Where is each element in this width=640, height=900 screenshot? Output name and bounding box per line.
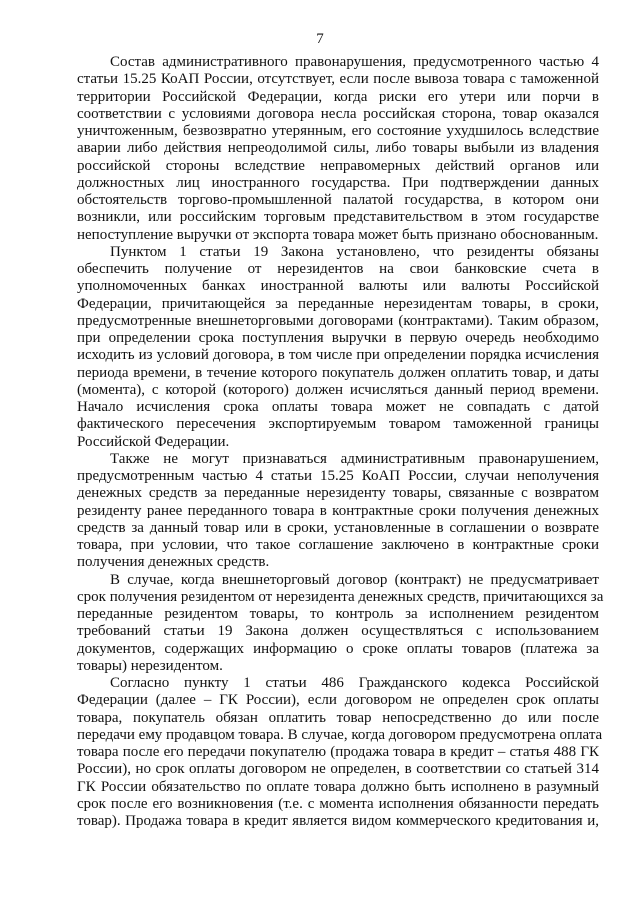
text-line: денежных средств за переданные нерезиденту товары, связанные с возвратом: [77, 485, 599, 502]
text-line: статьи 15.25 КоАП России, отсутствует, если после вывоза товара с таможенной: [77, 71, 599, 88]
text-line: резиденту ранее переданного товара в контрактные сроки получения денежных: [77, 502, 599, 519]
text-line: товара, покупатель обязан оплатить товар непосредственно до или после: [77, 709, 599, 726]
text-line: товар). Продажа товара в кредит является видом коммерческого кредитования и,: [77, 813, 599, 829]
text-line: при определении срока поступления выручки в первую очередь необходимо: [77, 330, 599, 346]
text-line: предусмотренные внешнеторговыми договорами (контрактами). Таким образом,: [77, 312, 599, 329]
text-line: фактического пересечения экспортируемым товаром таможенной границы: [77, 416, 599, 433]
text-line: периода времени, в течение которого покупатель должен оплатить товар, и даты: [77, 364, 599, 381]
text-line: получения денежных средств.: [77, 554, 270, 571]
text-line: российской стороны вследствие неправомерных действий органов или: [77, 157, 599, 174]
paragraph: [77, 571, 604, 676]
paragraph: [77, 451, 599, 572]
paragraph: [77, 54, 599, 244]
text-line: В случае, когда внешнеторговый договор (контракт) не предусматривает: [110, 571, 599, 588]
text-line: непоступление выручки от экспорта товара может быть признано обоснованным.: [77, 226, 599, 243]
text-line: Федерации, причитающейся за переданные нерезидентам товары, в сроки,: [77, 295, 599, 312]
text-line: требований статьи 19 Закона должен осуществляться с использованием: [77, 623, 599, 640]
text-line: Начало исчисления срока оплаты товара может не совпадать с датой: [77, 399, 599, 415]
text-line: Российской Федерации.: [77, 433, 230, 450]
text-line: возникли, или российским торговым представительством в этом государстве: [77, 209, 599, 226]
text-line: Федерации (далее – ГК России), если договором не определен срок оплаты: [77, 692, 599, 709]
text-line: территории Российской Федерации, когда риски его утери или порчи в: [77, 88, 599, 105]
text-line: Пунктом 1 статьи 19 Закона установлено, что резиденты обязаны: [110, 243, 599, 260]
text-line: соответствии с условиями договора несла российская сторона, товар оказался: [77, 105, 599, 122]
paragraph: [77, 675, 603, 830]
text-line: товара после его передачи покупателю (продажа товара в кредит – статья 488 ГК: [77, 744, 599, 760]
text-line: Также не могут признаваться административным правонарушением,: [110, 450, 599, 467]
text-line: уничтоженным, безвозвратно утерянным, его состояние ухудшилось вследствие: [77, 123, 599, 139]
text-line: (момента), с которой (которого) должен исчисляться данный период времени.: [77, 381, 599, 398]
text-line: Состав административного правонарушения, предусмотренного частью 4: [110, 54, 599, 70]
text-line: товары) нерезидентом.: [77, 657, 223, 674]
text-line: предусмотренным частью 4 статьи 15.25 КоАП России, случаи неполучения: [77, 468, 599, 484]
text-line: ГК России обязательство по оплате товара должно быть исполнено в разумный: [77, 778, 599, 795]
text-line: средств за данный товар или в сроки, установленные в соглашении о возврате: [77, 519, 599, 536]
text-line: должностных лиц иностранного государства. При подтверждении данных: [77, 174, 599, 191]
text-line: России), но срок оплаты договором не определен, в соответствии со статьей 314: [77, 761, 599, 778]
text-line: срок получения резидентом от нерезидента денежных средств, причитающихся за: [77, 588, 604, 605]
text-line: обеспечить получение от нерезидентов на свои банковские счета в: [77, 261, 599, 277]
text-line: Согласно пункту 1 статьи 486 Гражданского кодекса Российской: [110, 675, 599, 691]
text-line: товара, при условии, что такое соглашение заключено в контрактные сроки: [77, 537, 599, 553]
text-line: уполномоченных банках иностранной валюты или валюты Российской: [77, 278, 599, 295]
text-line: срок после его возникновения (т.е. с момента исполнения обязанности передать: [77, 795, 599, 812]
text-line: аварии либо действия непреодолимой силы, либо товары выбыли из владения: [77, 140, 599, 157]
text-line: переданные резидентом товары, то контроль за исполнением резидентом: [77, 606, 599, 622]
document-body: [77, 54, 604, 830]
text-line: документов, содержащих информацию о сроке оплаты товаров (платежа за: [77, 640, 599, 657]
paragraph: [77, 244, 599, 451]
page-number: 7: [316, 31, 324, 47]
text-line: обстоятельств торгово-промышленной палатой государства, в котором они: [77, 192, 599, 208]
text-line: передачи ему продавцом товара. В случае, когда договором предусмотрена оплата: [77, 726, 603, 743]
text-line: исходить из условий договора, в том числе при определении порядка исчисления: [77, 347, 599, 364]
